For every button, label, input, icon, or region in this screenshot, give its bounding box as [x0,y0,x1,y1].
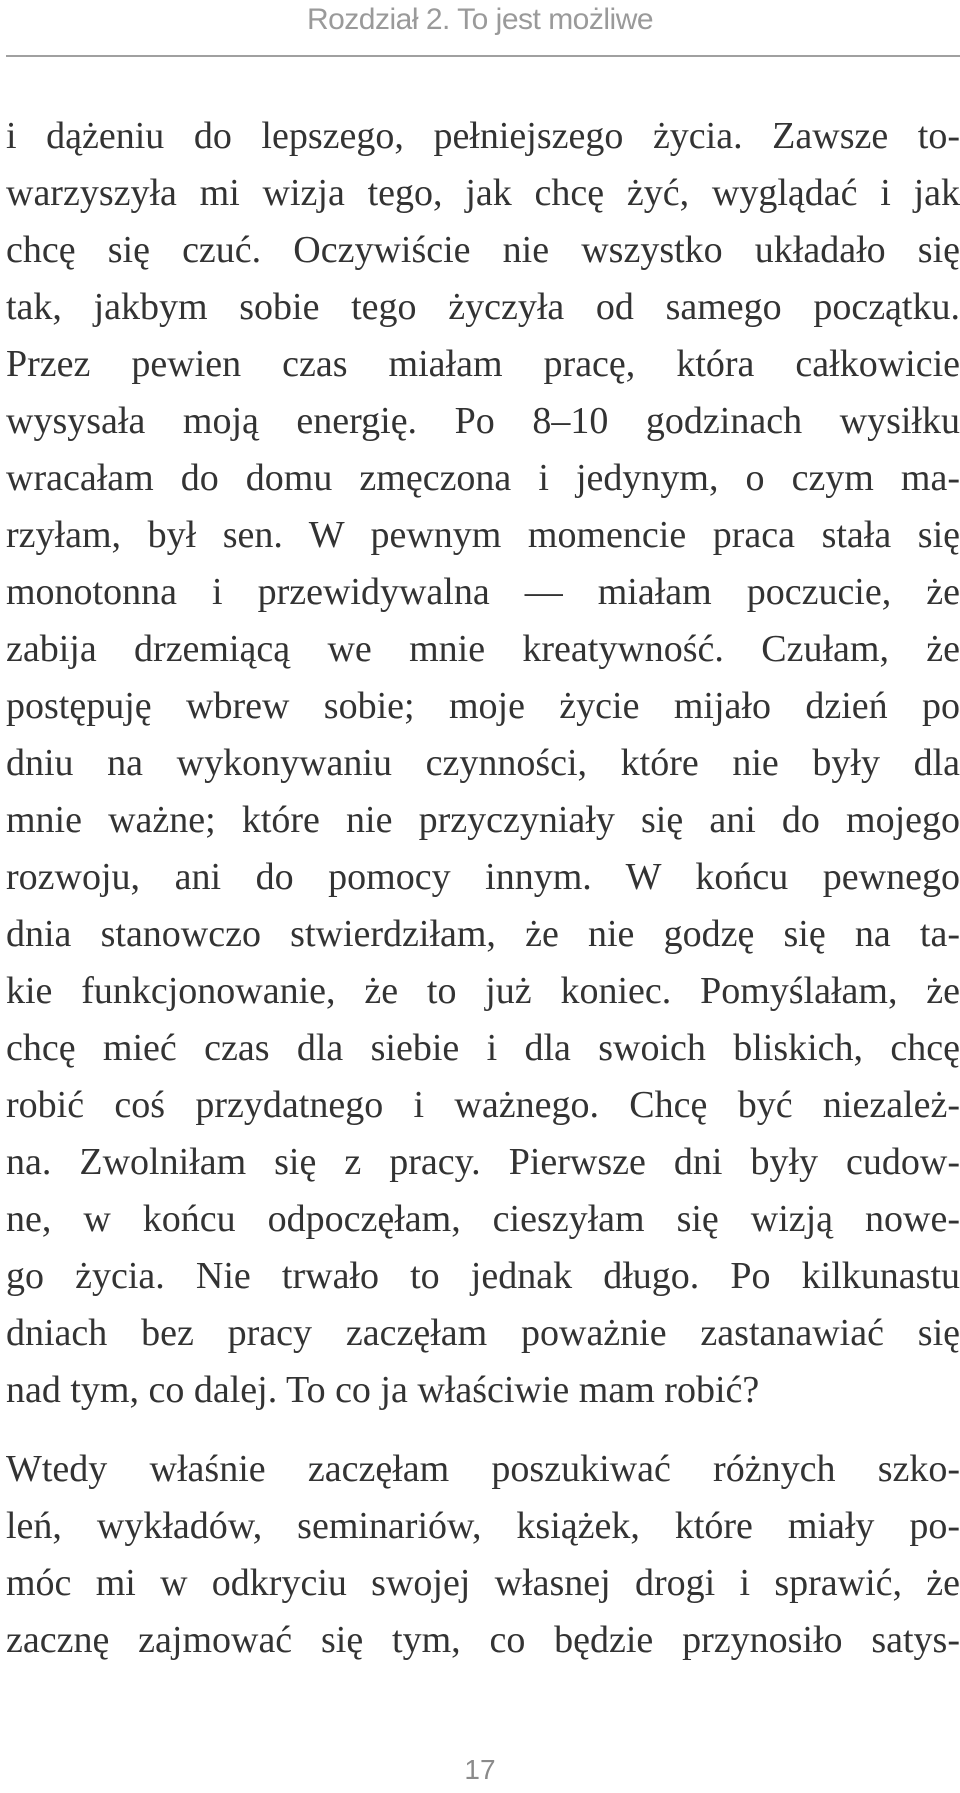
text-line: dniach bez pracy zaczęłam poważnie zastanawiać się [6,1312,960,1354]
paragraph [6,1441,960,1669]
text-line: nad tym, co dalej. To co ja właściwie mam robić? [6,1369,760,1411]
text-line: rzyłam, był sen. W pewnym momencie praca stała się [6,514,960,556]
body-text [6,108,960,1669]
text-line: Wtedy właśnie zaczęłam poszukiwać różnych szko- [6,1448,960,1490]
text-line: wracałam do domu zmęczona i jedynym, o czym ma- [6,457,960,499]
text-line: chcę się czuć. Oczywiście nie wszystko układało się [6,229,960,271]
text-line: tak, jakbym sobie tego życzyła od samego początku. [6,286,960,328]
text-line: Przez pewien czas miałam pracę, która całkowicie [6,343,960,385]
text-line: na. Zwolniłam się z pracy. Pierwsze dni były cudow- [6,1141,960,1183]
text-line: kie funkcjonowanie, że to już koniec. Pomyślałam, że [6,970,960,1012]
text-line: zabija drzemiącą we mnie kreatywność. Czułam, że [6,628,960,670]
page-number: 17 [464,1754,496,1785]
text-line: ne, w końcu odpoczęłam, cieszyłam się wizją nowe- [6,1198,960,1240]
text-line: dniu na wykonywaniu czynności, które nie były dla [6,742,960,784]
text-line: mnie ważne; które nie przyczyniały się ani do mojego [6,799,960,841]
text-line: leń, wykładów, seminariów, książek, które miały po- [6,1505,960,1547]
running-head: Rozdział 2. To jest możliwe [306,3,654,36]
text-line: móc mi w odkryciu swojej własnej drogi i sprawić, że [6,1562,960,1604]
text-line: postępuję wbrew sobie; moje życie mijało dzień po [6,685,960,727]
text-line: i dążeniu do lepszego, pełniejszego życia. Zawsze to- [6,115,960,157]
paragraph [6,108,960,1419]
text-line: monotonna i przewidywalna — miałam poczucie, że [6,571,960,613]
text-line: zacznę zajmować się tym, co będzie przynosiło satys- [6,1619,960,1661]
text-line: rozwoju, ani do pomocy innym. W końcu pewnego [6,856,960,898]
text-line: go życia. Nie trwało to jednak długo. Po kilkunastu [6,1255,960,1297]
text-line: wysysała moją energię. Po 8–10 godzinach wysiłku [6,400,960,442]
text-line: dnia stanowczo stwierdziłam, że nie godzę się na ta- [6,913,960,955]
text-line: robić coś przydatnego i ważnego. Chcę być niezależ- [6,1084,960,1126]
text-line: chcę mieć czas dla siebie i dla swoich bliskich, chcę [6,1027,960,1069]
paragraph-gap [6,1419,960,1441]
header-rule [6,55,960,57]
text-line: warzyszyła mi wizja tego, jak chcę żyć, wyglądać i jak [6,172,960,214]
